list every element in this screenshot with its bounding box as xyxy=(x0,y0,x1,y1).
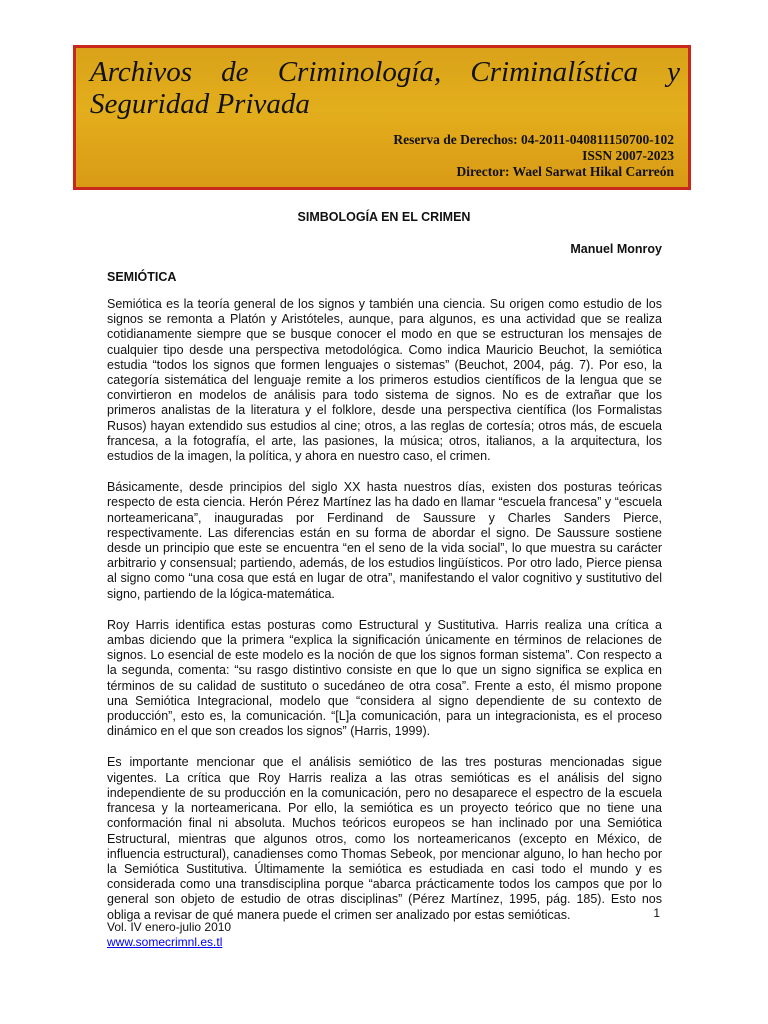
journal-banner xyxy=(73,45,691,190)
volume-info: Vol. IV enero-julio 2010 xyxy=(107,920,232,934)
document-title: SIMBOLOGÍA EN EL CRIMEN xyxy=(297,210,471,224)
paragraph: Roy Harris identifica estas posturas como Estructural y Sustitutiva. Harris realiza una crítica a ambas diciendo que la primera “explica la significación únicamente en términos de relaciones de signos. Lo esencial de este modelo es la noción de que los signos forman sistema”. Con respecto a la segunda, comenta: “su rasgo distintivo consiste en que lo que un signo significa se explica en términos de su calidad de sustituto o sucedáneo de otra cosa”. Frente a esto, él mismo propone una Semiótica Integracional, modelo que “considera al signo dependiente de su contexto de producción”, esto es, la comunicación. “[L]a comunicación, para un integracionista, es el proceso dinámico en el que son creados los signos” (Harris, 1999). xyxy=(107,617,662,739)
page-number: 1 xyxy=(653,906,660,920)
director: Director: Wael Sarwat Hikal Carreón xyxy=(456,164,674,179)
journal-title-line1: Archivos de Criminología, Criminalística y xyxy=(90,56,680,88)
page-footer xyxy=(107,920,231,950)
paragraph: Es importante mencionar que el análisis semiótico de las tres posturas mencionadas sigue vigentes. La crítica que Roy Harris realiza a las otras semióticas es el análisis del signo independiente de su producción en la comunicación, pero no desaparece el espectro de la escuela francesa y la norteamericana. Por ello, la semiótica es un proyecto teórico que no tiene una conformación final ni absoluta. Muchos teóricos europeos se han inclinado por una Semiótica Estructural, mientras que algunos otros, como los norteamericanos (excepto en México, de influencia estructural), canadienses como Thomas Sebeok, por mencionar alguno, lo han hecho por la Semiótica Sustitutiva. Últimamente la semiótica es estudiada en casi todo el mundo y es considerada como una transdisciplina porque “abarca prácticamente todos los campos que por lo general son objeto de estudio de otras disciplinas” (Pérez Martínez, 1995, pág. 185). Esto nos obliga a revisar de qué manera puede el crimen ser analizado por estas semióticas. xyxy=(107,755,662,922)
website-link[interactable]: www.somecrimnl.es.tl xyxy=(107,935,223,949)
paragraph: Semiótica es la teoría general de los signos y también una ciencia. Su origen como estudio de los signos se remonta a Platón y Aristóteles, aunque, para algunos, es una actividad que se realiza cotidianamente siempre que se busque conocer el modo en que se estructuran los mensajes de cualquier tipo desde una perspectiva metodológica. Como indica Mauricio Beuchot, la semiótica estudia “todos los signos que formen lenguajes o sistemas” (Beuchot, 2004, pág. 7). Por eso, la categoría sistemática del lenguaje remite a los primeros estudios científicos de la lengua que se convirtieron en modelos de análisis para todo sistema de signos. No es de extrañar que los primeros analistas de la literatura y el folklore, desde una perspectiva científica (los Formalistas Rusos) hayan extendido sus estudios al cine; otros, a las reglas de cortesía; otros más, de escuela francesa, a la fotografía, el arte, las pasiones, la música; otros, italianos, a la arquitectura, los estudios de la imagen, la política, y ahora en nuestro caso, el crimen. xyxy=(107,297,662,464)
issn: ISSN 2007-2023 xyxy=(582,148,674,163)
reserva-derechos: Reserva de Derechos: 04-2011-040811150700-102 xyxy=(393,132,674,147)
journal-meta xyxy=(393,132,674,180)
journal-title-line2: Seguridad Privada xyxy=(90,88,310,120)
document-body xyxy=(107,297,662,939)
paragraph: Básicamente, desde principios del siglo XX hasta nuestros días, existen dos posturas teóricas respecto de esta ciencia. Herón Pérez Martínez las ha dado en llamar “escuela francesa” y “escuela norteamericana”, inauguradas por Ferdinand de Saussure y Charles Sanders Pierce, respectivamente. Las diferencias están en su forma de abordar el signo. De Saussure sostiene desde un principio que este se encuentra “en el seno de la vida social”, lo que muestra su carácter arbitrario y consensual; partiendo, además, de los estudios lingüísticos. Por otro lado, Pierce piensa al signo como “una cosa que está en lugar de otra”, manifestando el valor cognitivo y sustitutivo del signo, partiendo de la lógica-matemática. xyxy=(107,480,662,601)
section-heading: SEMIÓTICA xyxy=(107,270,177,284)
author-name: Manuel Monroy xyxy=(570,242,662,256)
